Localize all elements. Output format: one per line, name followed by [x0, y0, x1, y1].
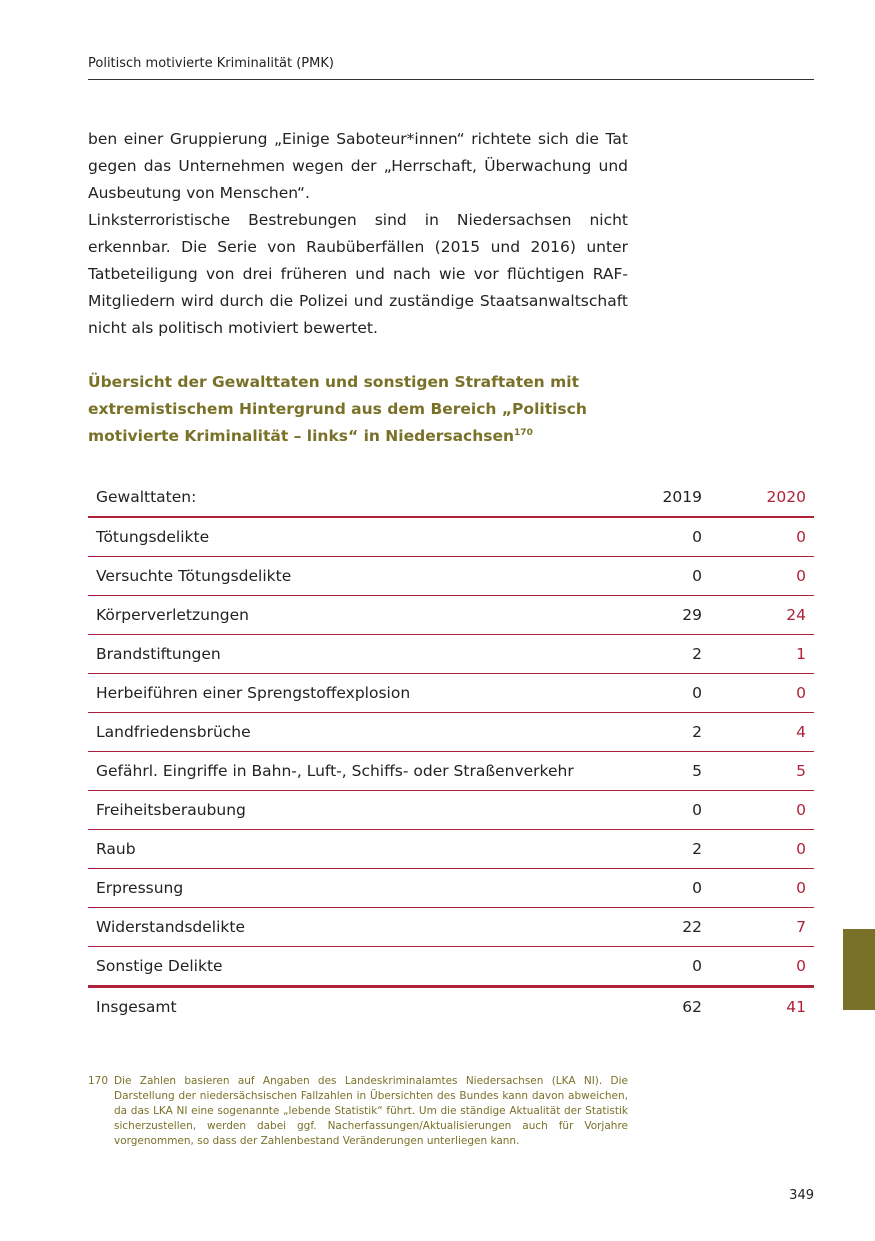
value-2019: 0	[622, 947, 706, 987]
header-label: Gewalttaten:	[88, 478, 622, 517]
row-label: Widerstandsdelikte	[88, 908, 622, 947]
table-row	[88, 869, 814, 908]
table-row	[88, 674, 814, 713]
row-label: Gefährl. Eingriffe in Bahn-, Luft-, Schiffs- oder Straßenverkehr	[88, 752, 622, 791]
value-2020: 0	[706, 947, 814, 987]
row-label: Erpressung	[88, 869, 622, 908]
value-2020: 0	[706, 517, 814, 557]
value-2019: 0	[622, 557, 706, 596]
table-row	[88, 596, 814, 635]
footnote-number: 170	[88, 1075, 109, 1087]
value-2020: 4	[706, 713, 814, 752]
table-row	[88, 517, 814, 557]
chapter-tab-marker	[843, 929, 875, 1010]
paragraph: Linksterroristische Bestrebungen sind in Niedersachsen nicht erkennbar. Die Serie von Raubüberfällen (2015 und 2016) unter Tatbeteiligung von drei früheren und nach wie vor flüchtigen RAF-Mitgliedern wird durch die Polizei und zuständige Staatsanwaltschaft nicht als politisch motiviert bewertet.	[88, 211, 628, 337]
table-row	[88, 635, 814, 674]
value-2019: 2	[622, 830, 706, 869]
table-heading-text: Übersicht der Gewalttaten und sonstigen Straftaten mit extremistischem Hintergrund aus dem Bereich „Politisch motivierte Kriminalität – links“ in Niedersachsen	[88, 373, 587, 445]
value-2019: 0	[622, 674, 706, 713]
table-heading	[88, 369, 633, 450]
footnote-text: Die Zahlen basieren auf Angaben des Landeskriminalamtes Niedersachsen (LKA NI). Die Darstellung der niedersächsischen Fallzahlen in Übersichten des Bundes kann davon abweichen, da das LKA NI eine sogenannte „lebende Statistik“ führt. Um die ständige Aktualität der Statistik sicherzustellen, werden dabei ggf. Nacherfassungen/Aktualisierungen auch für Vorjahre vorgenommen, so dass der Zahlenbestand Veränderungen unterliegen kann.	[114, 1075, 628, 1147]
total-row	[88, 987, 814, 1027]
crime-statistics-table	[88, 478, 814, 1026]
value-2020: 0	[706, 830, 814, 869]
row-label: Landfriedensbrüche	[88, 713, 622, 752]
table-row	[88, 830, 814, 869]
row-label: Raub	[88, 830, 622, 869]
total-label: Insgesamt	[96, 998, 177, 1016]
table-row	[88, 791, 814, 830]
value-2019: 2	[622, 713, 706, 752]
total-2020: 41	[786, 998, 806, 1016]
value-2020: 0	[706, 674, 814, 713]
value-2020: 24	[706, 596, 814, 635]
value-2019: 29	[622, 596, 706, 635]
row-label: Freiheitsberaubung	[88, 791, 622, 830]
footnote	[88, 1074, 628, 1149]
value-2019: 5	[622, 752, 706, 791]
table-row	[88, 752, 814, 791]
value-2019: 22	[622, 908, 706, 947]
row-label: Brandstiftungen	[88, 635, 622, 674]
row-label: Sonstige Delikte	[88, 947, 622, 987]
value-2020: 5	[706, 752, 814, 791]
header-2019: 2019	[622, 478, 706, 517]
table-row	[88, 557, 814, 596]
value-2020: 0	[706, 557, 814, 596]
paragraph: ben einer Gruppierung „Einige Saboteur*innen“ richtete sich die Tat gegen das Unternehmen wegen der „Herrschaft, Überwachung und Ausbeutung von Menschen“.	[88, 130, 628, 202]
row-label: Körperverletzungen	[88, 596, 622, 635]
header-2020: 2020	[706, 478, 814, 517]
header-title: Politisch motivierte Kriminalität (PMK)	[88, 56, 334, 71]
table-row	[88, 908, 814, 947]
value-2019: 0	[622, 517, 706, 557]
value-2019: 2	[622, 635, 706, 674]
body-text	[88, 126, 628, 342]
value-2020: 0	[706, 791, 814, 830]
table-row	[88, 713, 814, 752]
value-2020: 7	[706, 908, 814, 947]
row-label: Herbeiführen einer Sprengstoffexplosion	[88, 674, 622, 713]
value-2020: 1	[706, 635, 814, 674]
value-2019: 0	[622, 791, 706, 830]
total-2019: 62	[682, 998, 702, 1016]
table-row	[88, 947, 814, 987]
value-2019: 0	[622, 869, 706, 908]
value-2020: 0	[706, 869, 814, 908]
row-label: Tötungsdelikte	[88, 517, 622, 557]
row-label: Versuchte Tötungsdelikte	[88, 557, 622, 596]
running-header	[88, 56, 814, 80]
page-number: 349	[789, 1188, 814, 1203]
footnote-reference[interactable]: 170	[514, 427, 533, 438]
table-header-row	[88, 478, 814, 517]
